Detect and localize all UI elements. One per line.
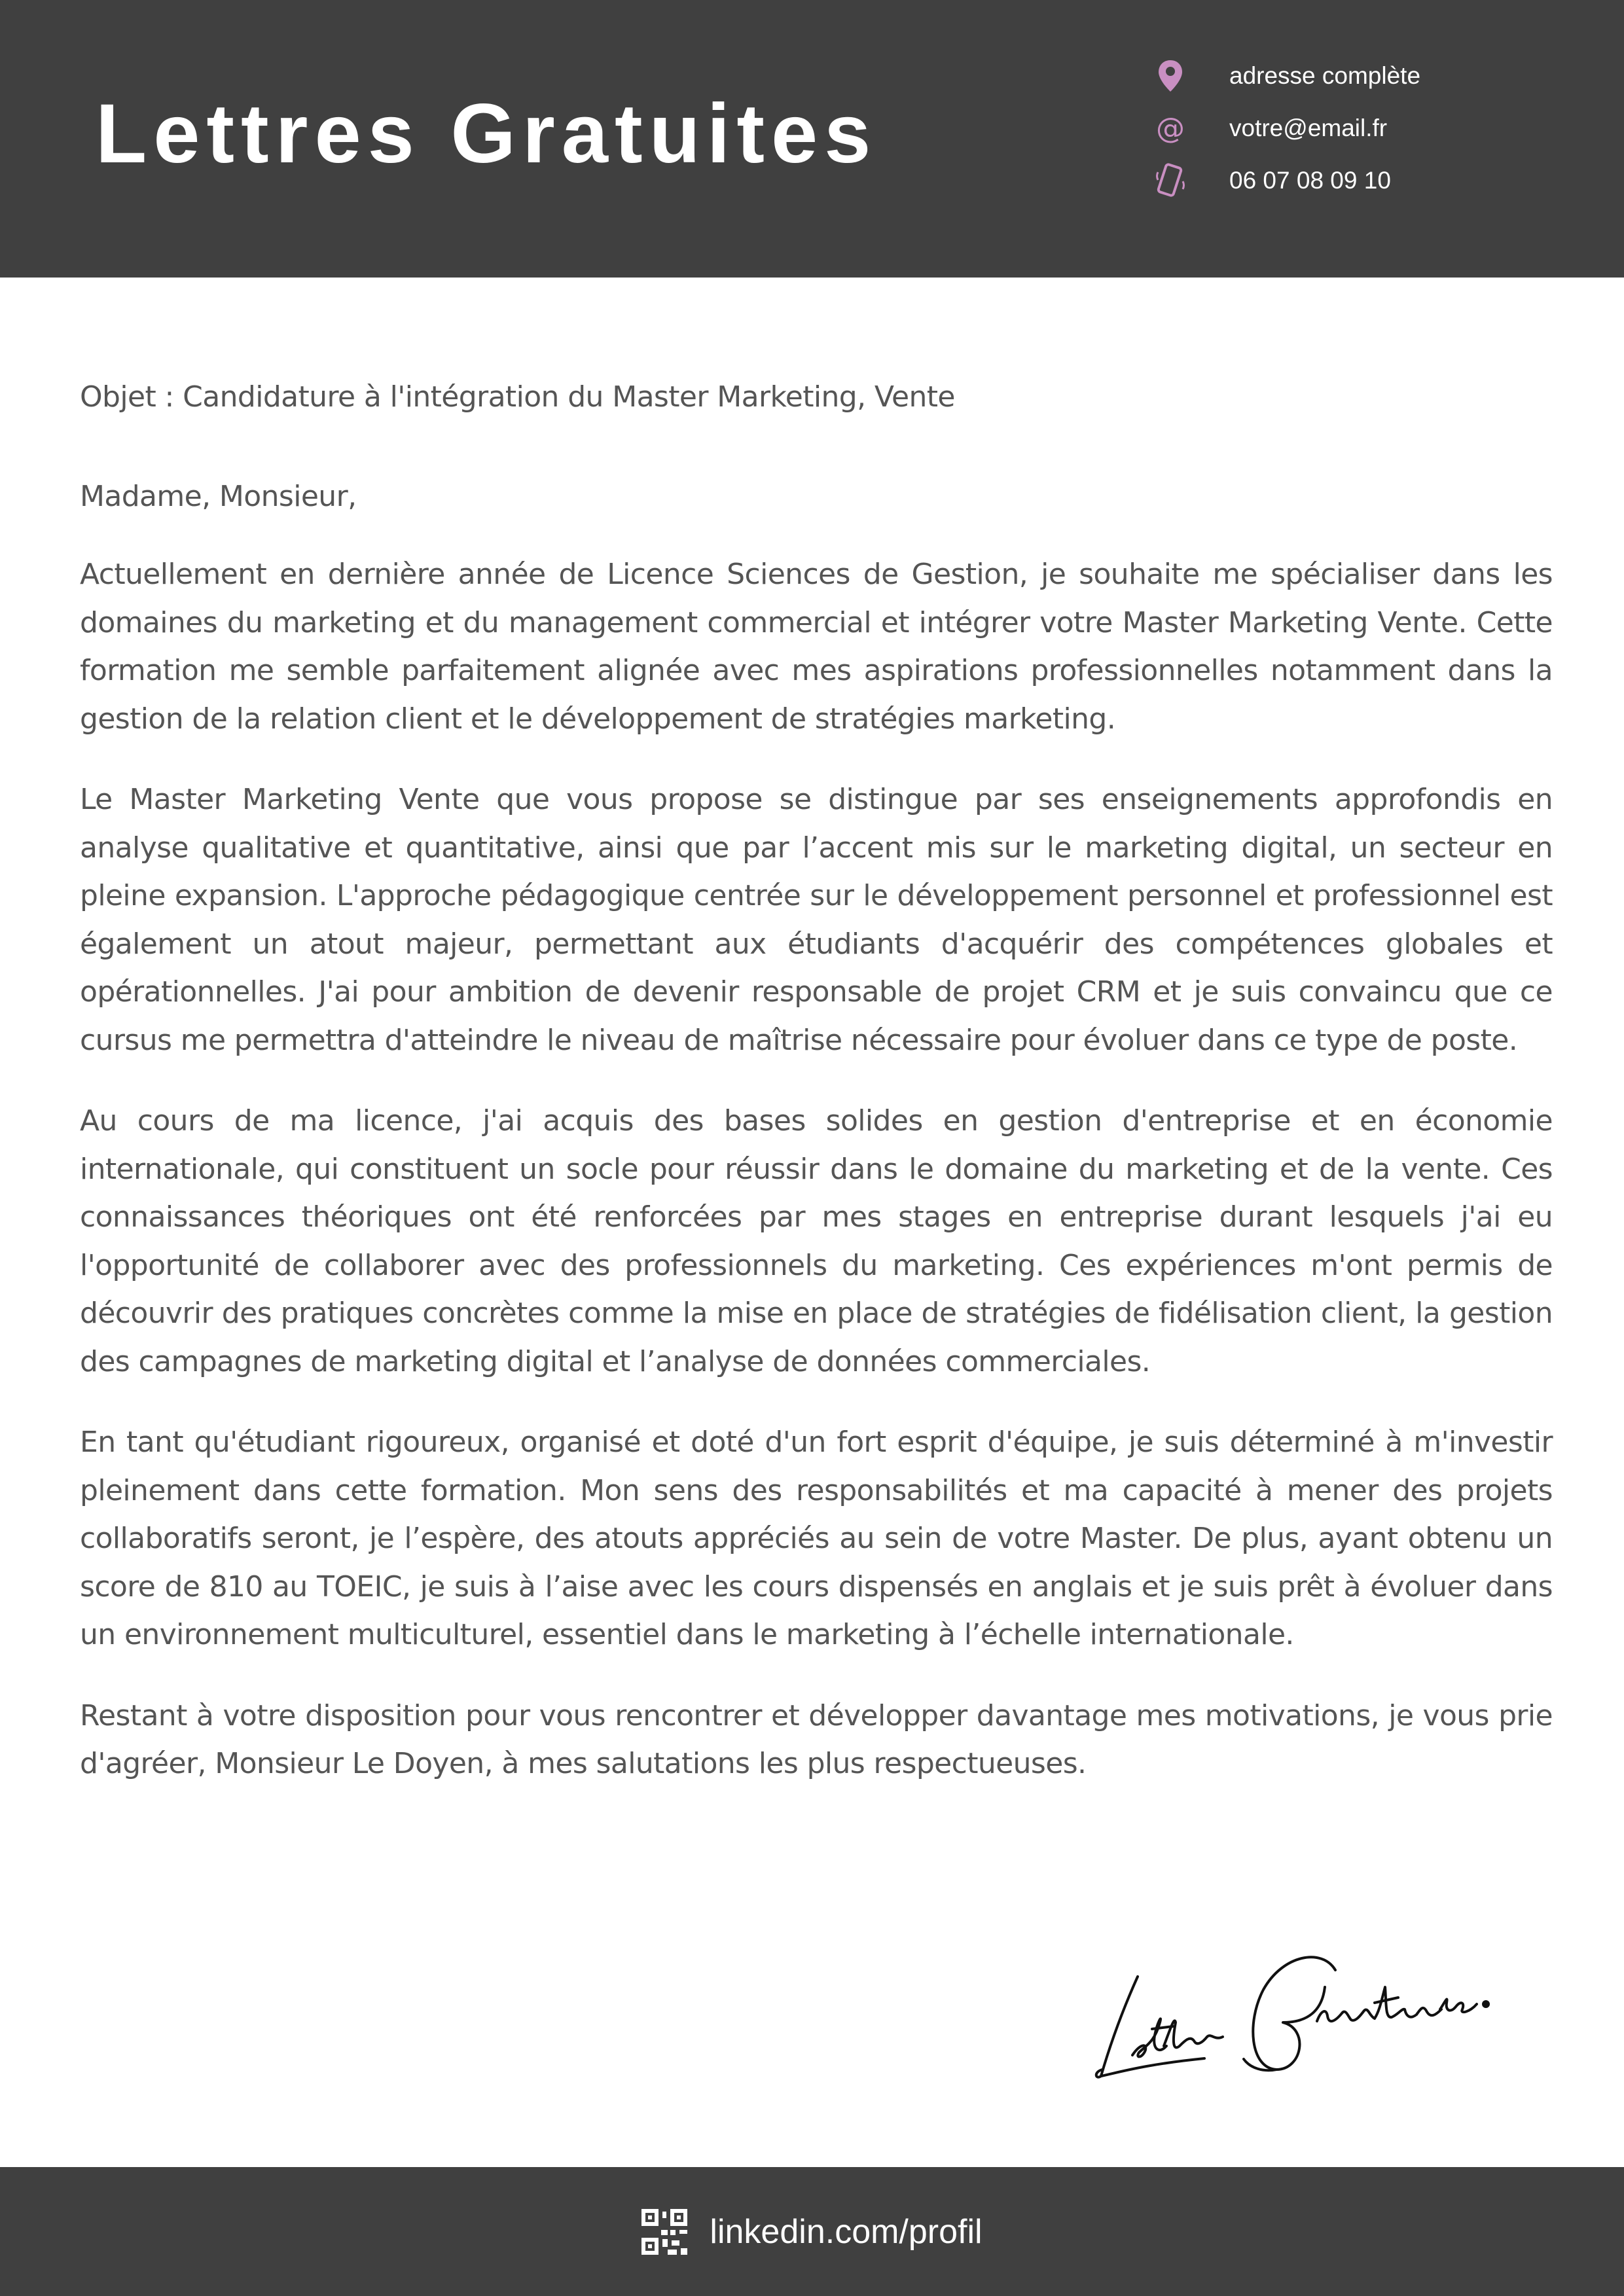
letter-paragraph-2: Le Master Marketing Vente que vous propose se distingue par ses enseignements approfondis en analyse qualitative et quantitative, ainsi que par l’accent mis sur le marketing digital, un secteur en pleine expansion. L'approche pédagogique centrée sur le développement personnel et professionnel est également un atout majeur, permettant aux étudiants d'acquérir des compétences globales et opérationnelles. J'ai pour ambition de devenir responsable de projet CRM et je suis convaincu que ce cursus me permettra d'atteindre le niveau de maîtrise nécessaire pour évoluer dans ce type de poste. bbox=[80, 783, 1553, 1057]
letter-body bbox=[80, 373, 1553, 1821]
at-sign-icon: @ bbox=[1156, 111, 1185, 145]
phone-text: 06 07 08 09 10 bbox=[1229, 167, 1391, 194]
contact-address bbox=[1152, 52, 1597, 105]
address-text: adresse complète bbox=[1229, 62, 1421, 89]
footer-band bbox=[0, 2167, 1624, 2296]
letter-paragraph-3: Au cours de ma licence, j'ai acquis des bases solides en gestion d'entreprise et en économie internationale, qui constituent un socle pour réussir dans le domaine du marketing et de la vente. Ces connaissances théoriques ont été renforcées par mes stages en entreprise durant lesquels j'ai eu l'opportunité de collaborer avec des professionnels du marketing. Ces expériences m'ont permis de découvrir des pratiques concrètes comme la mise en place de stratégies de fidélisation client, la gestion des campagnes de marketing digital et l’analyse de données commerciales. bbox=[80, 1104, 1553, 1378]
email-text[interactable]: votre@email.fr bbox=[1229, 115, 1388, 141]
letter-paragraph-1: Actuellement en dernière année de Licence Sciences de Gestion, je souhaite me spécialiser dans les domaines du marketing et du management commercial et intégrer votre Master Marketing Vente. Cette formation me semble parfaitement alignée avec mes aspirations professionnelles notamment dans la gestion de la relation client et le développement de stratégies marketing. bbox=[80, 558, 1553, 736]
qr-code-icon bbox=[641, 2209, 687, 2255]
footer-content bbox=[0, 2167, 1624, 2296]
location-pin-icon bbox=[1152, 58, 1189, 94]
letter-paragraph-5: Restant à votre disposition pour vous rencontrer et développer davantage mes motivations, je vous prie d'agréer, Monsieur Le Doyen, à mes salutations les plus respectueuses. bbox=[80, 1698, 1553, 1780]
letter-greeting: Madame, Monsieur, bbox=[80, 479, 357, 513]
handwritten-signature bbox=[1087, 1924, 1506, 2101]
letter-subject: Objet : Candidature à l'intégration du Master Marketing, Vente bbox=[80, 380, 955, 414]
letter-paragraph-4: En tant qu'étudiant rigoureux, organisé et doté d'un fort esprit d'équipe, je suis déterminé à m'investir pleinement dans cette formation. Mon sens des responsabilités et ma capacité à mener des projets collaboratifs seront, je l’espère, des atouts appréciés au sein de votre Master. De plus, ayant obtenu un score de 810 au TOEIC, je suis à l’aise avec les cours dispensés en anglais et je suis prêt à évoluer dans un environnement multiculturel, essentiel dans le marketing à l’échelle internationale. bbox=[80, 1426, 1553, 1651]
header-band bbox=[0, 0, 1624, 278]
phone-icon bbox=[1152, 162, 1189, 199]
contact-list bbox=[1152, 52, 1597, 209]
contact-phone bbox=[1152, 157, 1597, 209]
brand-title: Lettres Gratuites bbox=[96, 87, 878, 181]
contact-email bbox=[1152, 105, 1597, 157]
linkedin-link[interactable]: linkedin.com/profil bbox=[710, 2212, 983, 2251]
